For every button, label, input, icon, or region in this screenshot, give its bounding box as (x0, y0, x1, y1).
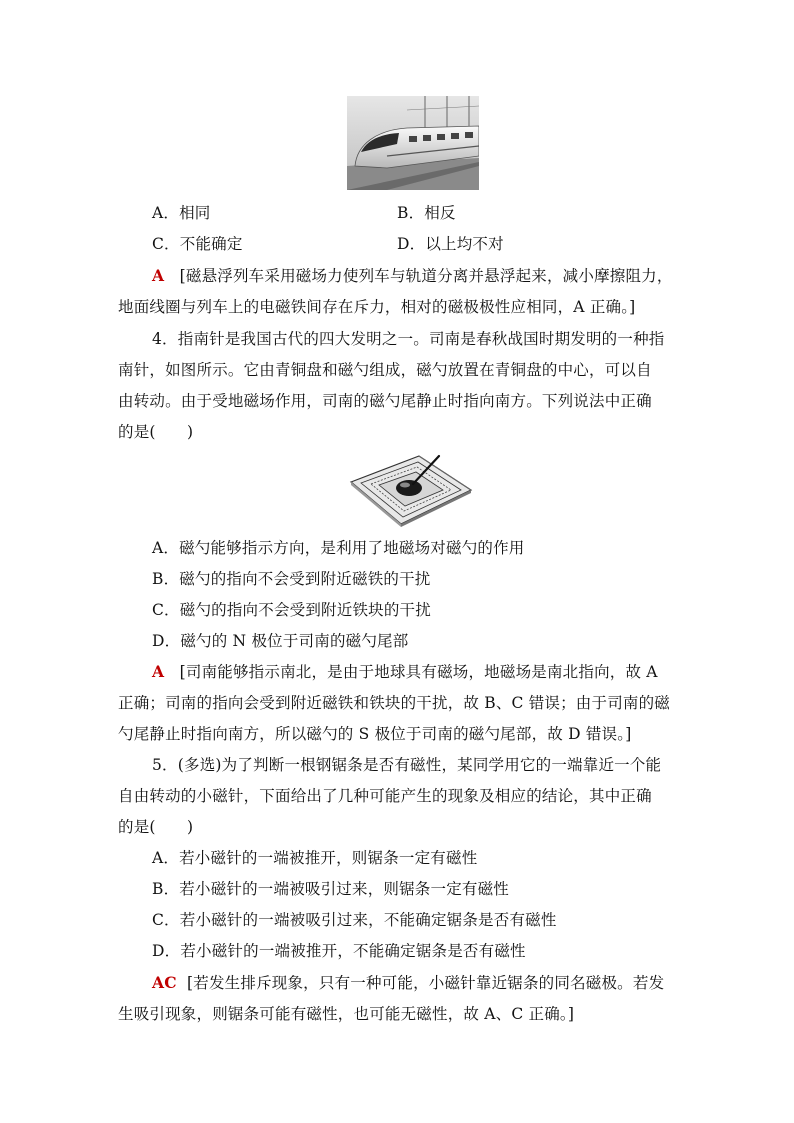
q5-stem-line-3: 的是( ) (118, 818, 194, 836)
q5-option-b: B．若小磁针的一端被吸引过来，则锯条一定有磁性 (152, 880, 509, 898)
q5-answer: AC (152, 973, 177, 992)
q4-option-b: B．磁勺的指向不会受到附近磁铁的干扰 (152, 570, 431, 588)
q5-explanation-line-1: AC [若发生排斥现象，只有一种可能，小磁针靠近锯条的同名磁极。若发 (152, 973, 665, 992)
q3-option-c: C．不能确定 (152, 235, 243, 253)
q4-option-d: D．磁勺的 N 极位于司南的磁勺尾部 (152, 632, 409, 650)
q3-explanation-line-2: 地面线圈与列车上的电磁铁间存在斥力，相对的磁极极性应相同，A 正确。] (118, 298, 636, 316)
q4-stem-line-4: 的是( ) (118, 423, 194, 441)
q3-explanation-line-1: A [磁悬浮列车采用磁场力使列车与轨道分离并悬浮起来，减小摩擦阻力， (152, 266, 673, 285)
q4-explanation-line-1: A [司南能够指示南北，是由于地球具有磁场，地磁场是南北指向，故 A (152, 662, 658, 681)
q5-option-c: C．若小磁针的一端被吸引过来，不能确定锯条是否有磁性 (152, 911, 557, 929)
maglev-train-image (347, 96, 479, 190)
q4-stem-line-3: 由转动。由于受地磁场作用，司南的磁勺尾静止时指向南方。下列说法中正确 (118, 392, 652, 410)
q4-answer: A (152, 662, 165, 681)
q4-stem-line-2: 南针，如图所示。它由青铜盘和磁勺组成，磁勺放置在青铜盘的中心，可以自 (118, 361, 652, 379)
q3-answer: A (152, 266, 165, 285)
q3-option-b: B．相反 (397, 204, 456, 222)
q3-option-a: A．相同 (152, 204, 211, 222)
q4-option-c: C．磁勺的指向不会受到附近铁块的干扰 (152, 601, 431, 619)
q3-option-d: D．以上均不对 (397, 235, 504, 253)
q4-option-a: A．磁勺能够指示方向，是利用了地磁场对磁勺的作用 (152, 539, 525, 557)
sinan-compass-image (347, 452, 473, 527)
q5-stem-line-2: 自由转动的小磁针，下面给出了几种可能产生的现象及相应的结论，其中正确 (118, 787, 652, 805)
q5-stem-line-1: 5．(多选)为了判断一根钢锯条是否有磁性，某同学用它的一端靠近一个能 (152, 756, 662, 774)
q4-explanation-line-3: 勺尾静止时指向南方，所以磁勺的 S 极位于司南的磁勺尾部，故 D 错误。] (118, 725, 632, 743)
q4-explanation-line-2: 正确；司南的指向会受到附近磁铁和铁块的干扰，故 B、C 错误；由于司南的磁 (118, 694, 671, 712)
q5-option-d: D．若小磁针的一端被推开，不能确定锯条是否有磁性 (152, 942, 526, 960)
q4-stem-line-1: 4．指南针是我国古代的四大发明之一。司南是春秋战国时期发明的一种指 (152, 330, 665, 348)
q5-explanation-line-2: 生吸引现象，则锯条可能有磁性，也可能无磁性，故 A、C 正确。] (118, 1005, 575, 1023)
q5-option-a: A．若小磁针的一端被推开，则锯条一定有磁性 (152, 849, 478, 867)
